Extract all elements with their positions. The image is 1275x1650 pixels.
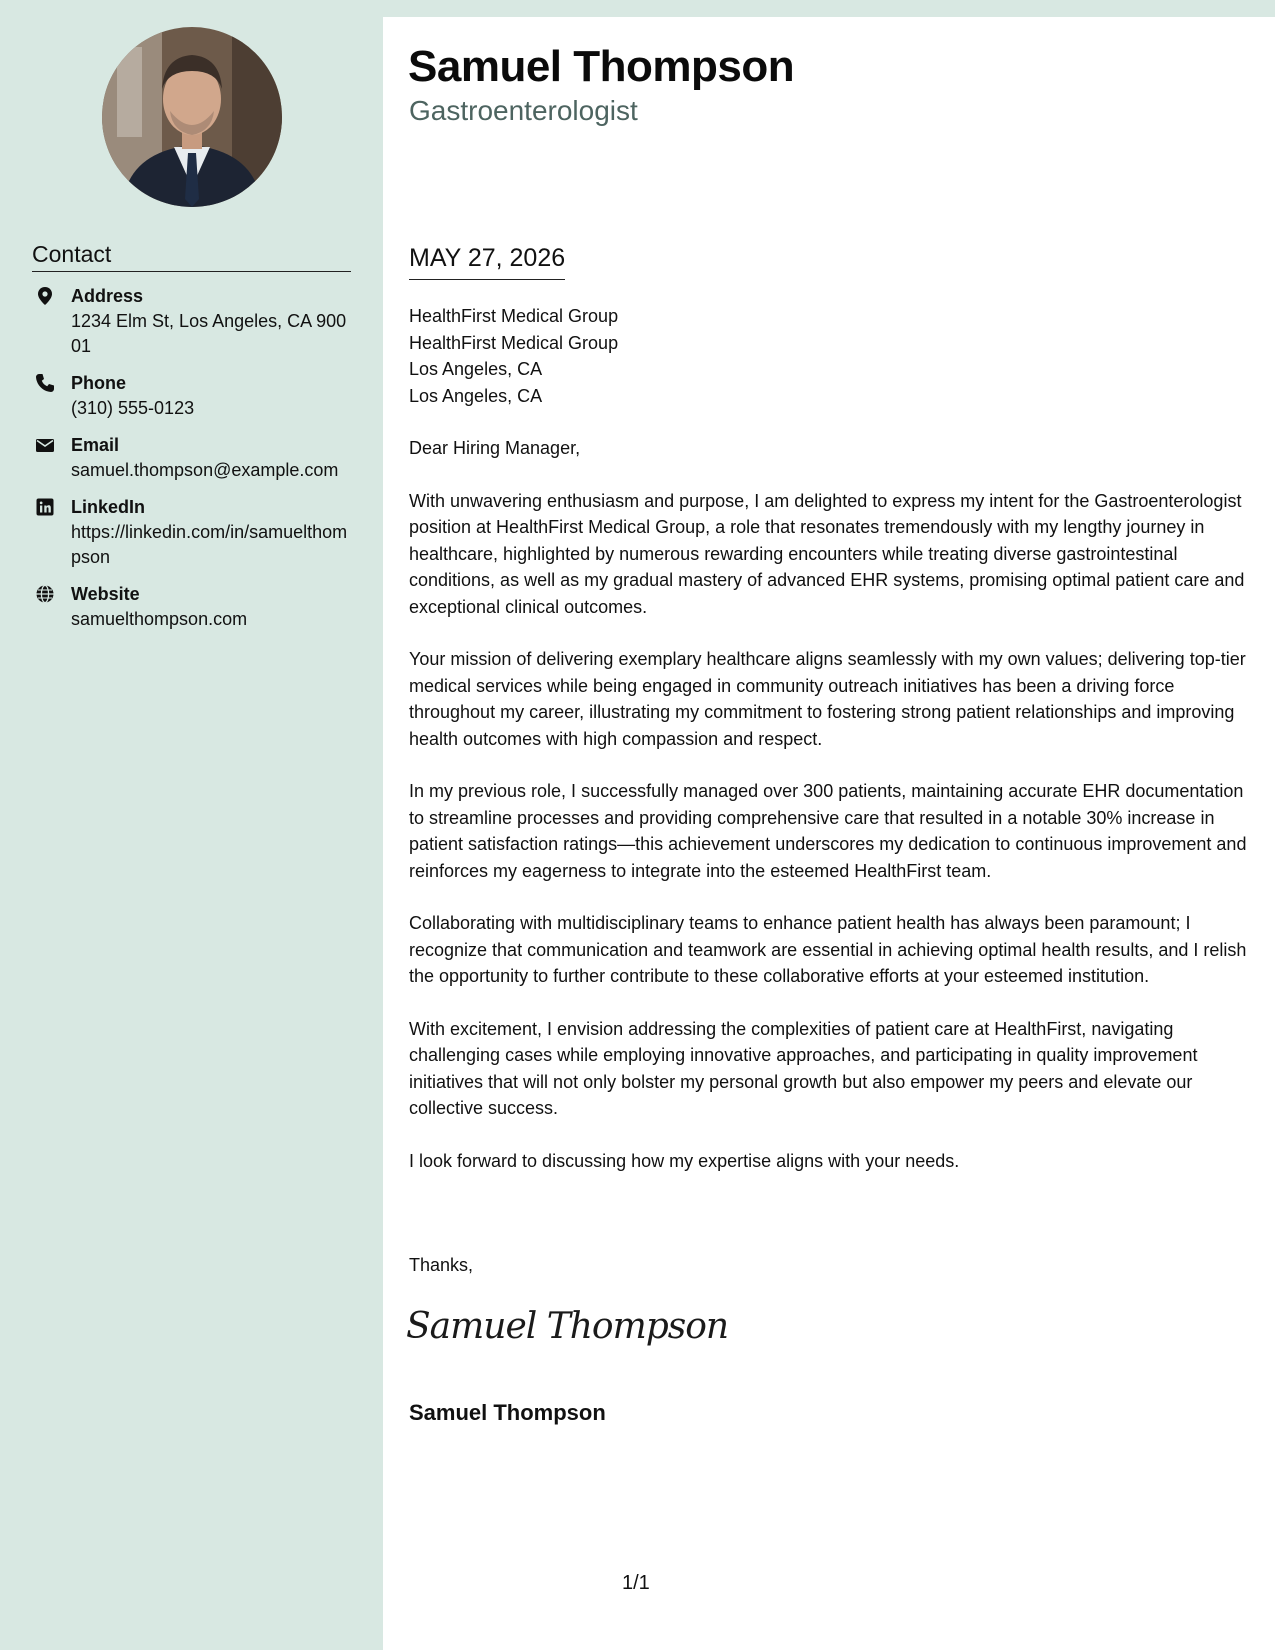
recipient-line: HealthFirst Medical Group bbox=[409, 306, 619, 326]
contact-item-linkedin bbox=[32, 495, 352, 570]
contact-label-website: Website bbox=[71, 584, 140, 604]
contact-list bbox=[32, 284, 352, 644]
contact-value-address: 1234 Elm St, Los Angeles, CA 90001 bbox=[71, 311, 347, 356]
signed-name: Samuel Thompson bbox=[409, 1400, 606, 1425]
contact-heading: Contact bbox=[32, 241, 351, 272]
contact-item-address bbox=[32, 284, 352, 359]
globe-icon bbox=[35, 584, 55, 604]
contact-item-website bbox=[32, 582, 352, 632]
salutation: Dear Hiring Manager, bbox=[409, 438, 581, 458]
contact-value-linkedin[interactable]: https://linkedin.com/in/samuelthompson bbox=[71, 522, 348, 567]
letter-paragraph: Collaborating with multidisciplinary teams to enhance patient health has always been paramount; I recognize that communication and teamwork are essential in achieving optimal health results, and I relish the opportunity to further contribute to these collaborative efforts at your esteemed institution. bbox=[409, 913, 1247, 986]
linkedin-icon bbox=[35, 497, 55, 517]
closing: Thanks, bbox=[409, 1255, 474, 1275]
job-title: Gastroenterologist bbox=[409, 95, 638, 126]
contact-label-email: Email bbox=[71, 435, 120, 455]
recipient-line: Los Angeles, CA bbox=[409, 385, 543, 406]
contact-label-phone: Phone bbox=[71, 373, 127, 393]
contact-label-linkedin: LinkedIn bbox=[71, 497, 146, 517]
envelope-icon bbox=[35, 435, 55, 455]
recipient-line: Los Angeles, CA bbox=[409, 359, 543, 379]
candidate-name: Samuel Thompson bbox=[408, 42, 795, 91]
sidebar bbox=[0, 0, 383, 1650]
page-number: 1/1 bbox=[622, 1572, 650, 1594]
phone-icon bbox=[35, 373, 55, 393]
recipient-line: HealthFirst Medical Group bbox=[409, 332, 619, 353]
map-pin-icon bbox=[35, 286, 55, 306]
handwritten-signature: Samuel Thompson bbox=[406, 1306, 729, 1347]
contact-value-phone[interactable]: (310) 555-0123 bbox=[71, 398, 195, 418]
contact-item-email bbox=[32, 433, 352, 483]
letter-date: MAY 27, 2026 bbox=[409, 244, 565, 280]
contact-value-website[interactable]: samuelthompson.com bbox=[71, 609, 248, 629]
contact-item-phone bbox=[32, 371, 352, 421]
letter-paragraph: I look forward to discussing how my expertise aligns with your needs. bbox=[409, 1150, 960, 1171]
letter-paragraph: With unwavering enthusiasm and purpose, I am delighted to express my intent for the Gastroenterologist position at HealthFirst Medical Group, a role that resonates tremendously with my lengthy journey in healthcare, highlighted by numerous rewarding encounters while treating diverse gastrointestinal conditions, as well as my gradual mastery of advanced EHR systems, promising optimal patient care and exceptional clinical outcomes. bbox=[409, 490, 1245, 617]
letter-paragraph: With excitement, I envision addressing the complexities of patient care at HealthFirst, navigating challenging cases while employing innovative approaches, and participating in quality improvement initiatives that will not only bolster my personal growth but also empower my peers and elevate our collective success. bbox=[409, 1018, 1198, 1118]
letter-paragraph: Your mission of delivering exemplary healthcare aligns seamlessly with my own values; delivering top-tier medical services while being engaged in community outreach initiatives has been a driving force throughout my career, illustrating my commitment to fostering strong patient relationships and improving health outcomes with high compassion and respect. bbox=[409, 649, 1246, 749]
letter-body bbox=[409, 435, 1257, 1200]
letter-paragraph: In my previous role, I successfully managed over 300 patients, maintaining accurate EHR documentation to streamline processes and providing comprehensive care that resulted in a notable 30% increase in patient satisfaction ratings—this achievement underscores my dedication to continuous improvement and reinforces my eagerness to integrate into the esteemed HealthFirst team. bbox=[409, 781, 1247, 881]
contact-value-email[interactable]: samuel.thompson@example.com bbox=[71, 460, 339, 480]
contact-label-address: Address bbox=[71, 286, 144, 306]
recipient-block bbox=[409, 303, 618, 409]
profile-photo bbox=[102, 27, 282, 207]
